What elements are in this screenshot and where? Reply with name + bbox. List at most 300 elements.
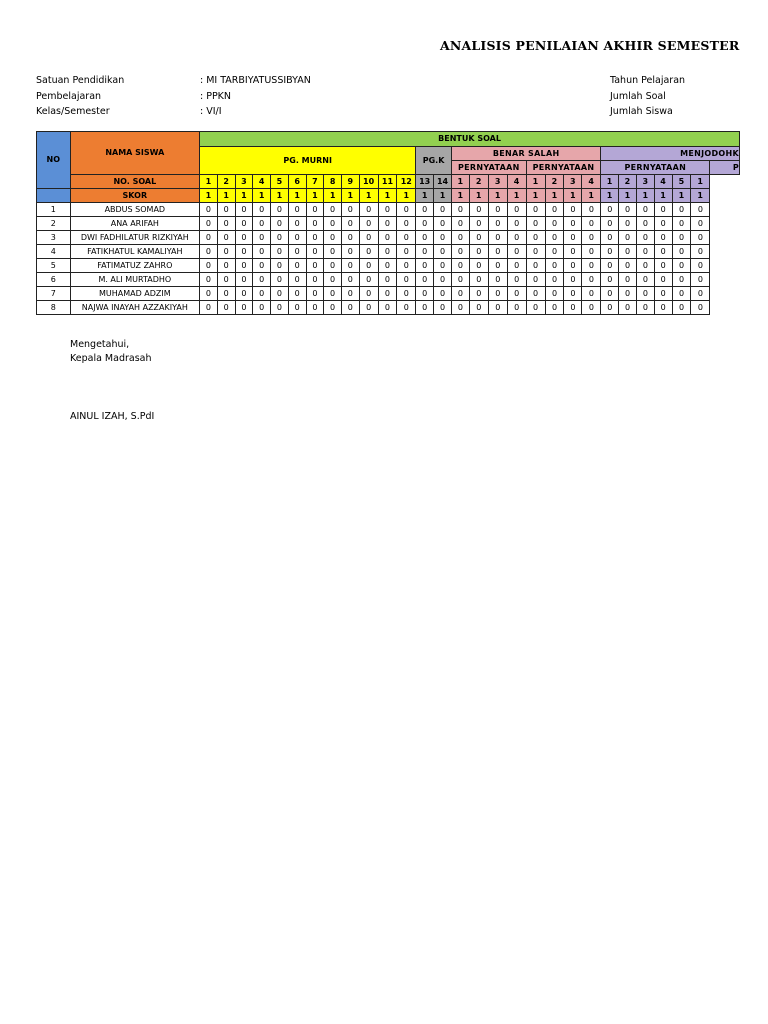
score-cell: 0 <box>341 273 359 287</box>
skor-value: 1 <box>564 189 582 203</box>
score-cell: 0 <box>469 259 488 273</box>
score-cell: 0 <box>654 273 672 287</box>
question-number: 3 <box>564 175 582 189</box>
score-cell: 0 <box>324 259 342 273</box>
score-cell: 0 <box>235 259 253 273</box>
col-header-nama-siswa: NAMA SISWA <box>70 132 200 175</box>
score-cell: 0 <box>288 301 306 315</box>
question-number: 2 <box>469 175 488 189</box>
score-cell: 0 <box>601 203 619 217</box>
question-number: 4 <box>253 175 271 189</box>
table-row <box>37 259 740 273</box>
score-cell: 0 <box>235 245 253 259</box>
score-cell: 0 <box>636 301 654 315</box>
score-cell: 0 <box>288 217 306 231</box>
score-cell: 0 <box>469 217 488 231</box>
student-name: ANA ARIFAH <box>70 217 200 231</box>
student-no: 2 <box>37 217 71 231</box>
score-cell: 0 <box>200 231 218 245</box>
skor-value: 1 <box>582 189 601 203</box>
signature-name: AINUL IZAH, S.PdI <box>70 411 155 422</box>
score-cell: 0 <box>564 231 582 245</box>
skor-value: 1 <box>691 189 710 203</box>
score-cell: 0 <box>507 217 526 231</box>
score-cell: 0 <box>601 259 619 273</box>
question-number: 1 <box>526 175 545 189</box>
score-cell: 0 <box>217 245 235 259</box>
table-row <box>37 217 740 231</box>
question-number: 8 <box>324 175 342 189</box>
score-cell: 0 <box>672 217 691 231</box>
score-cell: 0 <box>397 287 416 301</box>
score-cell: 0 <box>545 203 564 217</box>
score-cell: 0 <box>526 203 545 217</box>
score-cell: 0 <box>306 203 324 217</box>
header-pernyataan: PERNYATAAN <box>451 161 526 175</box>
header-pg-murni: PG. MURNI <box>200 147 416 175</box>
score-cell: 0 <box>217 287 235 301</box>
score-cell: 0 <box>564 287 582 301</box>
score-cell: 0 <box>654 287 672 301</box>
info-label: Kelas/Semester <box>36 106 110 117</box>
score-cell: 0 <box>306 259 324 273</box>
score-cell: 0 <box>306 231 324 245</box>
score-cell: 0 <box>469 287 488 301</box>
student-no: 7 <box>37 287 71 301</box>
student-no: 6 <box>37 273 71 287</box>
score-cell: 0 <box>434 273 452 287</box>
score-cell: 0 <box>416 231 434 245</box>
question-number: 3 <box>235 175 253 189</box>
score-cell: 0 <box>526 245 545 259</box>
question-number: 14 <box>434 175 452 189</box>
score-cell: 0 <box>217 273 235 287</box>
question-number: 1 <box>691 175 710 189</box>
score-cell: 0 <box>416 301 434 315</box>
score-cell: 0 <box>200 245 218 259</box>
score-cell: 0 <box>451 259 469 273</box>
score-cell: 0 <box>200 259 218 273</box>
score-cell: 0 <box>619 301 637 315</box>
student-name: FATIMATUZ ZAHRO <box>70 259 200 273</box>
score-cell: 0 <box>619 203 637 217</box>
score-cell: 0 <box>217 301 235 315</box>
score-cell: 0 <box>654 301 672 315</box>
score-cell: 0 <box>545 301 564 315</box>
score-cell: 0 <box>507 231 526 245</box>
score-cell: 0 <box>507 301 526 315</box>
score-cell: 0 <box>691 301 710 315</box>
score-cell: 0 <box>359 273 378 287</box>
skor-value: 1 <box>507 189 526 203</box>
score-cell: 0 <box>545 287 564 301</box>
header-benar-salah: BENAR SALAH <box>451 147 600 161</box>
score-cell: 0 <box>434 301 452 315</box>
header-pernyataan: PERNYATAAN <box>601 161 710 175</box>
score-cell: 0 <box>200 287 218 301</box>
score-cell: 0 <box>434 231 452 245</box>
score-cell: 0 <box>564 203 582 217</box>
skor-value: 1 <box>200 189 218 203</box>
question-number: 1 <box>451 175 469 189</box>
question-number: 3 <box>636 175 654 189</box>
score-cell: 0 <box>672 203 691 217</box>
skor-value: 1 <box>488 189 507 203</box>
score-cell: 0 <box>526 273 545 287</box>
info-right-label: Tahun Pelajaran <box>610 75 686 86</box>
score-cell: 0 <box>526 287 545 301</box>
score-cell: 0 <box>397 231 416 245</box>
score-cell: 0 <box>545 273 564 287</box>
score-cell: 0 <box>271 301 289 315</box>
table-row <box>37 287 740 301</box>
score-cell: 0 <box>488 245 507 259</box>
score-cell: 0 <box>397 273 416 287</box>
analysis-table <box>36 131 740 315</box>
student-name: NAJWA INAYAH AZZAKIYAH <box>70 301 200 315</box>
score-cell: 0 <box>324 203 342 217</box>
score-cell: 0 <box>324 273 342 287</box>
score-cell: 0 <box>451 245 469 259</box>
score-cell: 0 <box>672 287 691 301</box>
question-number: 11 <box>378 175 397 189</box>
score-cell: 0 <box>601 273 619 287</box>
info-value: : VI/I <box>200 106 222 117</box>
info-right-labels <box>610 75 685 122</box>
score-cell: 0 <box>654 259 672 273</box>
score-cell: 0 <box>253 301 271 315</box>
score-cell: 0 <box>451 217 469 231</box>
header-menjodohkan: MENJODOHK <box>601 147 740 161</box>
info-values <box>200 75 311 122</box>
info-label: Satuan Pendidikan <box>36 75 125 86</box>
score-cell: 0 <box>601 287 619 301</box>
score-cell: 0 <box>672 301 691 315</box>
skor-value: 1 <box>545 189 564 203</box>
score-cell: 0 <box>397 301 416 315</box>
score-cell: 0 <box>469 301 488 315</box>
score-cell: 0 <box>451 231 469 245</box>
score-cell: 0 <box>341 301 359 315</box>
score-cell: 0 <box>416 259 434 273</box>
score-cell: 0 <box>488 301 507 315</box>
score-cell: 0 <box>235 301 253 315</box>
score-cell: 0 <box>378 203 397 217</box>
score-cell: 0 <box>288 287 306 301</box>
score-cell: 0 <box>434 259 452 273</box>
score-cell: 0 <box>582 203 601 217</box>
skor-value: 1 <box>397 189 416 203</box>
skor-value: 1 <box>359 189 378 203</box>
score-cell: 0 <box>253 259 271 273</box>
score-cell: 0 <box>416 203 434 217</box>
score-cell: 0 <box>691 203 710 217</box>
score-cell: 0 <box>288 259 306 273</box>
score-cell: 0 <box>359 287 378 301</box>
score-cell: 0 <box>341 287 359 301</box>
score-cell: 0 <box>691 245 710 259</box>
col-header-no: NO <box>37 132 71 189</box>
skor-no-cell <box>37 189 71 203</box>
label-no-soal: NO. SOAL <box>70 175 200 189</box>
skor-value: 1 <box>341 189 359 203</box>
question-number: 4 <box>507 175 526 189</box>
score-cell: 0 <box>324 301 342 315</box>
skor-value: 1 <box>451 189 469 203</box>
skor-value: 1 <box>672 189 691 203</box>
score-cell: 0 <box>672 273 691 287</box>
score-cell: 0 <box>526 231 545 245</box>
score-cell: 0 <box>288 203 306 217</box>
score-cell: 0 <box>654 231 672 245</box>
score-cell: 0 <box>253 231 271 245</box>
score-cell: 0 <box>306 273 324 287</box>
student-no: 8 <box>37 301 71 315</box>
score-cell: 0 <box>359 231 378 245</box>
score-cell: 0 <box>324 217 342 231</box>
score-cell: 0 <box>469 245 488 259</box>
question-number: 10 <box>359 175 378 189</box>
score-cell: 0 <box>416 273 434 287</box>
score-cell: 0 <box>654 217 672 231</box>
score-cell: 0 <box>271 231 289 245</box>
signature-position: Kepala Madrasah <box>70 353 152 364</box>
score-cell: 0 <box>324 245 342 259</box>
score-cell: 0 <box>619 231 637 245</box>
score-cell: 0 <box>235 217 253 231</box>
score-cell: 0 <box>691 273 710 287</box>
score-cell: 0 <box>582 273 601 287</box>
table-row <box>37 203 740 217</box>
score-cell: 0 <box>235 287 253 301</box>
score-cell: 0 <box>359 203 378 217</box>
skor-value: 1 <box>253 189 271 203</box>
question-number: 3 <box>488 175 507 189</box>
signature-greeting: Mengetahui, <box>70 339 130 350</box>
score-cell: 0 <box>526 301 545 315</box>
score-cell: 0 <box>488 273 507 287</box>
score-cell: 0 <box>434 203 452 217</box>
skor-value: 1 <box>601 189 619 203</box>
skor-value: 1 <box>324 189 342 203</box>
score-cell: 0 <box>217 231 235 245</box>
score-cell: 0 <box>271 203 289 217</box>
label-skor: SKOR <box>70 189 200 203</box>
header-pgk: PG.K <box>416 147 452 175</box>
score-cell: 0 <box>469 231 488 245</box>
question-number: 9 <box>341 175 359 189</box>
score-cell: 0 <box>271 287 289 301</box>
info-right-label: Jumlah Soal <box>610 90 666 102</box>
score-cell: 0 <box>507 287 526 301</box>
skor-value: 1 <box>619 189 637 203</box>
score-cell: 0 <box>200 301 218 315</box>
score-cell: 0 <box>636 231 654 245</box>
info-value: : MI TARBIYATUSSIBYAN <box>200 75 311 86</box>
score-cell: 0 <box>288 273 306 287</box>
question-number: 13 <box>416 175 434 189</box>
student-name: MUHAMAD ADZIM <box>70 287 200 301</box>
score-cell: 0 <box>397 259 416 273</box>
student-no: 3 <box>37 231 71 245</box>
score-cell: 0 <box>619 259 637 273</box>
student-name: DWI FADHILATUR RIZKIYAH <box>70 231 200 245</box>
score-cell: 0 <box>526 217 545 231</box>
score-cell: 0 <box>434 217 452 231</box>
score-cell: 0 <box>341 259 359 273</box>
info-labels <box>36 75 124 122</box>
score-cell: 0 <box>564 301 582 315</box>
score-cell: 0 <box>691 217 710 231</box>
score-cell: 0 <box>217 259 235 273</box>
student-no: 1 <box>37 203 71 217</box>
question-number: 5 <box>672 175 691 189</box>
score-cell: 0 <box>691 287 710 301</box>
student-name: FATIKHATUL KAMALIYAH <box>70 245 200 259</box>
score-cell: 0 <box>378 273 397 287</box>
score-cell: 0 <box>271 273 289 287</box>
score-cell: 0 <box>253 245 271 259</box>
question-number: 1 <box>200 175 218 189</box>
score-cell: 0 <box>636 203 654 217</box>
skor-value: 1 <box>271 189 289 203</box>
score-cell: 0 <box>451 301 469 315</box>
score-cell: 0 <box>451 287 469 301</box>
score-cell: 0 <box>217 203 235 217</box>
skor-value: 1 <box>235 189 253 203</box>
score-cell: 0 <box>564 217 582 231</box>
info-value: : PPKN <box>200 90 232 102</box>
student-name: M. ALI MURTADHO <box>70 273 200 287</box>
score-cell: 0 <box>654 245 672 259</box>
score-cell: 0 <box>341 217 359 231</box>
question-number: 5 <box>271 175 289 189</box>
score-cell: 0 <box>217 217 235 231</box>
skor-value: 1 <box>416 189 434 203</box>
score-cell: 0 <box>507 245 526 259</box>
score-cell: 0 <box>416 287 434 301</box>
score-cell: 0 <box>378 217 397 231</box>
score-cell: 0 <box>545 245 564 259</box>
score-cell: 0 <box>582 231 601 245</box>
score-cell: 0 <box>564 259 582 273</box>
score-cell: 0 <box>526 259 545 273</box>
score-cell: 0 <box>378 245 397 259</box>
skor-value: 1 <box>526 189 545 203</box>
table-row <box>37 245 740 259</box>
score-cell: 0 <box>619 217 637 231</box>
header-pernyataan-cut: P <box>710 161 740 175</box>
score-cell: 0 <box>582 217 601 231</box>
score-cell: 0 <box>488 203 507 217</box>
question-number: 1 <box>601 175 619 189</box>
score-cell: 0 <box>545 259 564 273</box>
score-cell: 0 <box>601 301 619 315</box>
score-cell: 0 <box>341 245 359 259</box>
score-cell: 0 <box>416 245 434 259</box>
score-cell: 0 <box>545 231 564 245</box>
info-right-label: Jumlah Siswa <box>610 106 673 117</box>
score-cell: 0 <box>359 217 378 231</box>
score-cell: 0 <box>691 259 710 273</box>
score-cell: 0 <box>654 203 672 217</box>
score-cell: 0 <box>324 287 342 301</box>
score-cell: 0 <box>434 245 452 259</box>
score-cell: 0 <box>416 217 434 231</box>
question-number: 2 <box>545 175 564 189</box>
score-cell: 0 <box>488 217 507 231</box>
score-cell: 0 <box>359 301 378 315</box>
score-cell: 0 <box>636 259 654 273</box>
score-cell: 0 <box>672 231 691 245</box>
score-cell: 0 <box>271 217 289 231</box>
skor-value: 1 <box>378 189 397 203</box>
score-cell: 0 <box>306 301 324 315</box>
score-cell: 0 <box>235 273 253 287</box>
question-number: 6 <box>288 175 306 189</box>
score-cell: 0 <box>397 217 416 231</box>
score-cell: 0 <box>341 203 359 217</box>
question-number: 7 <box>306 175 324 189</box>
score-cell: 0 <box>359 259 378 273</box>
score-cell: 0 <box>253 203 271 217</box>
score-cell: 0 <box>601 217 619 231</box>
question-number: 4 <box>582 175 601 189</box>
score-cell: 0 <box>507 259 526 273</box>
score-cell: 0 <box>397 203 416 217</box>
score-cell: 0 <box>359 245 378 259</box>
score-cell: 0 <box>619 273 637 287</box>
score-cell: 0 <box>601 245 619 259</box>
score-cell: 0 <box>434 287 452 301</box>
score-cell: 0 <box>271 245 289 259</box>
skor-value: 1 <box>469 189 488 203</box>
score-cell: 0 <box>324 231 342 245</box>
score-cell: 0 <box>507 273 526 287</box>
score-cell: 0 <box>288 245 306 259</box>
score-cell: 0 <box>582 259 601 273</box>
score-cell: 0 <box>582 301 601 315</box>
table-row <box>37 273 740 287</box>
score-cell: 0 <box>451 273 469 287</box>
question-number: 2 <box>619 175 637 189</box>
skor-value: 1 <box>288 189 306 203</box>
score-cell: 0 <box>235 231 253 245</box>
score-cell: 0 <box>200 273 218 287</box>
score-cell: 0 <box>582 287 601 301</box>
header-pernyataan: PERNYATAAN <box>526 161 601 175</box>
score-cell: 0 <box>306 245 324 259</box>
table-row <box>37 301 740 315</box>
score-cell: 0 <box>306 287 324 301</box>
score-cell: 0 <box>488 231 507 245</box>
score-cell: 0 <box>601 231 619 245</box>
student-name: ABDUS SOMAD <box>70 203 200 217</box>
score-cell: 0 <box>253 217 271 231</box>
score-cell: 0 <box>619 287 637 301</box>
score-cell: 0 <box>691 231 710 245</box>
score-cell: 0 <box>288 231 306 245</box>
score-cell: 0 <box>397 245 416 259</box>
skor-value: 1 <box>217 189 235 203</box>
score-cell: 0 <box>451 203 469 217</box>
score-cell: 0 <box>672 245 691 259</box>
student-no: 4 <box>37 245 71 259</box>
score-cell: 0 <box>672 259 691 273</box>
score-cell: 0 <box>253 287 271 301</box>
score-cell: 0 <box>200 203 218 217</box>
info-label: Pembelajaran <box>36 90 102 102</box>
